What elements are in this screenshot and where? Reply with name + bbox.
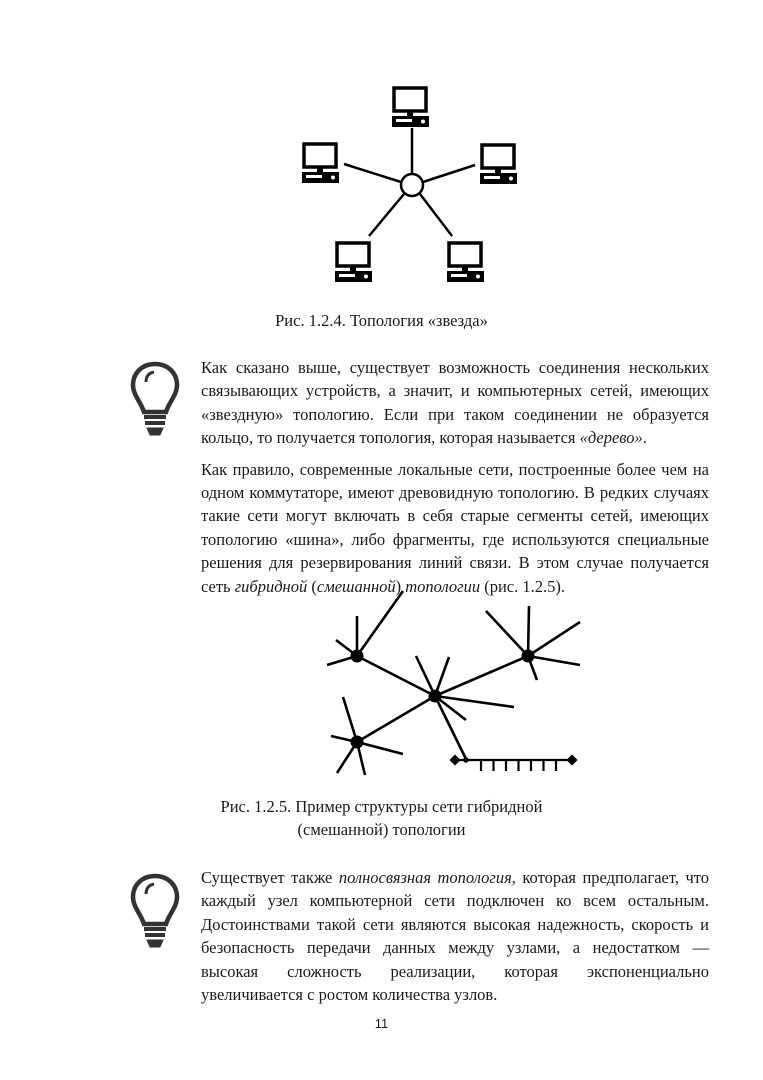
term-hybrid: гибридной	[234, 576, 308, 596]
term-full-mesh: полносвязная топология	[338, 868, 512, 887]
mesh-paragraph	[201, 866, 709, 1006]
page-number: 11	[374, 1016, 389, 1031]
term-tree: «дерево»	[579, 428, 643, 448]
switch-node-center	[429, 690, 442, 703]
text: , которая предполагает, что каждый узел компьютерной сети подключен ко всем остальным. Достоинствами такой сети являются высокая надежность, скорость и безопасность передачи данных между узлами, а недостатком — высокая сложность реализации, которая экспоненциально увеличивается с ростом количества узлов.	[201, 868, 709, 1005]
term-mixed: смешанной	[316, 576, 396, 596]
term-topology: топологии	[405, 576, 481, 596]
switch-node-a	[351, 650, 364, 663]
bus-taps	[481, 760, 556, 771]
text: Как правило, современные локальные сети, построенные более чем на одном коммутаторе, имеют древовидную топологию. В редких случаях такие сети могут включать в себя старые сегменты сетей, имеющих топологию «шина», либо фрагменты, где используются специальные решения для резервирования линий связи. В этом случае получается сеть	[201, 459, 709, 596]
figure-caption-hybrid	[0, 795, 763, 841]
switch-node-d	[522, 650, 535, 663]
mesh-topology-note	[201, 866, 709, 1006]
figure-caption-star: Рис. 1.2.4. Топология «звезда»	[275, 311, 488, 330]
bus-junction	[463, 757, 469, 763]
bus-terminator-left	[451, 756, 459, 764]
caption-line: (смешанной) топологии	[297, 820, 466, 839]
text: (рис. 1.2.5).	[480, 576, 566, 596]
text: .	[642, 428, 647, 448]
hybrid-links	[327, 591, 580, 775]
text: Как сказано выше, существует возможность соединения нескольких связывающих устройств, а значит, и компьютерных сетей, имеющих «звездную» топологию. Если при таком соединении не образуется кольцо, то получается топология, которая называется	[201, 358, 709, 448]
switch-node-b	[351, 736, 364, 749]
text: )	[395, 576, 406, 596]
caption-line: Рис. 1.2.5. Пример структуры сети гибридной	[220, 797, 543, 816]
text: Существует также	[201, 868, 339, 887]
bus-terminator-right	[568, 756, 576, 764]
text: (	[307, 576, 317, 596]
bus-segment	[451, 756, 576, 771]
lightbulb-icon	[129, 872, 181, 952]
